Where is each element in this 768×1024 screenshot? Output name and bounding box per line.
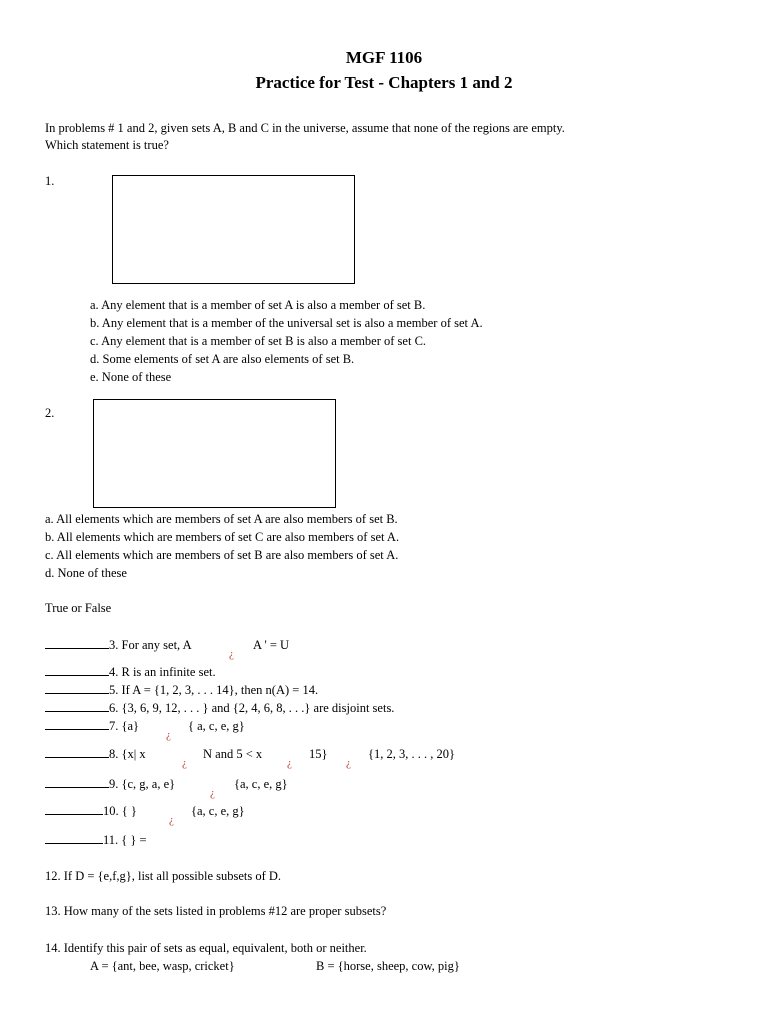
- missing-symbol-glyph: ¿: [346, 757, 351, 769]
- missing-symbol-glyph: ¿: [169, 814, 174, 826]
- intro-line-2: Which statement is true?: [45, 138, 169, 152]
- tf-item-9-tail: {a, c, e, g}: [234, 777, 288, 791]
- problem-2-option-d: d. None of these: [45, 566, 127, 580]
- missing-symbol-glyph: ¿: [210, 787, 215, 799]
- missing-symbol-glyph: ¿: [182, 757, 187, 769]
- tf-item-10-tail: {a, c, e, g}: [191, 804, 245, 818]
- course-title: MGF 1106: [345, 48, 423, 67]
- problem-2-option-a: a. All elements which are members of set A are also members of set B.: [45, 512, 398, 526]
- problem-1-option-e: e. None of these: [90, 370, 172, 384]
- problem-1-option-d: d. Some elements of set A are also elements of set B.: [90, 352, 355, 366]
- tf-item-8-part-4: {1, 2, 3, . . . , 20}: [368, 747, 455, 761]
- answer-blank[interactable]: [45, 638, 109, 649]
- tf-item-7-tail: { a, c, e, g}: [188, 719, 245, 733]
- tf-item-11: 11. { } =: [45, 832, 147, 848]
- problem-2-option-c: c. All elements which are members of set B are also members of set A.: [45, 548, 399, 562]
- problem-1-option-b: b. Any element that is a member of the universal set is also a member of set A.: [90, 316, 483, 330]
- answer-blank[interactable]: [45, 777, 109, 788]
- question-14-set-a: A = {ant, bee, wasp, cricket}: [90, 959, 235, 973]
- tf-item-4: 4. R is an infinite set.: [45, 664, 216, 680]
- answer-blank[interactable]: [45, 665, 109, 676]
- answer-blank[interactable]: [45, 833, 103, 844]
- missing-symbol-glyph: ¿: [287, 757, 292, 769]
- problem-2-diagram-box: [93, 399, 336, 508]
- problem-1-number: 1.: [45, 174, 55, 188]
- problem-1-diagram-box: [112, 175, 355, 284]
- tf-item-8-part-2: N and 5 < x: [203, 747, 263, 761]
- missing-symbol-glyph: ¿: [229, 648, 234, 660]
- intro-line-1: In problems # 1 and 2, given sets A, B and C in the universe, assume that none of the regions are empty.: [45, 121, 565, 135]
- question-13: 13. How many of the sets listed in problems #12 are proper subsets?: [45, 904, 387, 918]
- problem-1-option-a: a. Any element that is a member of set A is also a member of set B.: [90, 298, 426, 312]
- answer-blank[interactable]: [45, 719, 109, 730]
- problem-2-number: 2.: [45, 406, 55, 420]
- tf-item-10: 10. { }: [45, 803, 137, 819]
- tf-item-8: 8. {x| x: [45, 746, 146, 762]
- question-12: 12. If D = {e,f,g}, list all possible subsets of D.: [45, 869, 282, 883]
- answer-blank[interactable]: [45, 701, 109, 712]
- tf-item-9: 9. {c, g, a, e}: [45, 776, 175, 792]
- missing-symbol-glyph: ¿: [166, 729, 171, 741]
- problem-1-option-c: c. Any element that is a member of set B is also a member of set C.: [90, 334, 427, 348]
- question-14: 14. Identify this pair of sets as equal, equivalent, both or neither.: [45, 941, 367, 955]
- answer-blank[interactable]: [45, 804, 103, 815]
- problem-2-option-b: b. All elements which are members of set C are also members of set A.: [45, 530, 400, 544]
- tf-item-3-tail: A ' = U: [253, 638, 290, 652]
- tf-item-8-part-3: 15}: [309, 747, 328, 761]
- tf-item-7: 7. {a}: [45, 718, 139, 734]
- tf-item-3: 3. For any set, A: [45, 637, 192, 653]
- tf-item-5: 5. If A = {1, 2, 3, . . . 14}, then n(A) = 14.: [45, 682, 318, 698]
- page-subtitle: Practice for Test - Chapters 1 and 2: [255, 73, 513, 92]
- answer-blank[interactable]: [45, 683, 109, 694]
- tf-item-6: 6. {3, 6, 9, 12, . . . } and {2, 4, 6, 8, . . .} are disjoint sets.: [45, 700, 394, 716]
- true-false-heading: True or False: [45, 601, 112, 615]
- question-14-set-b: B = {horse, sheep, cow, pig}: [316, 959, 460, 973]
- answer-blank[interactable]: [45, 747, 109, 758]
